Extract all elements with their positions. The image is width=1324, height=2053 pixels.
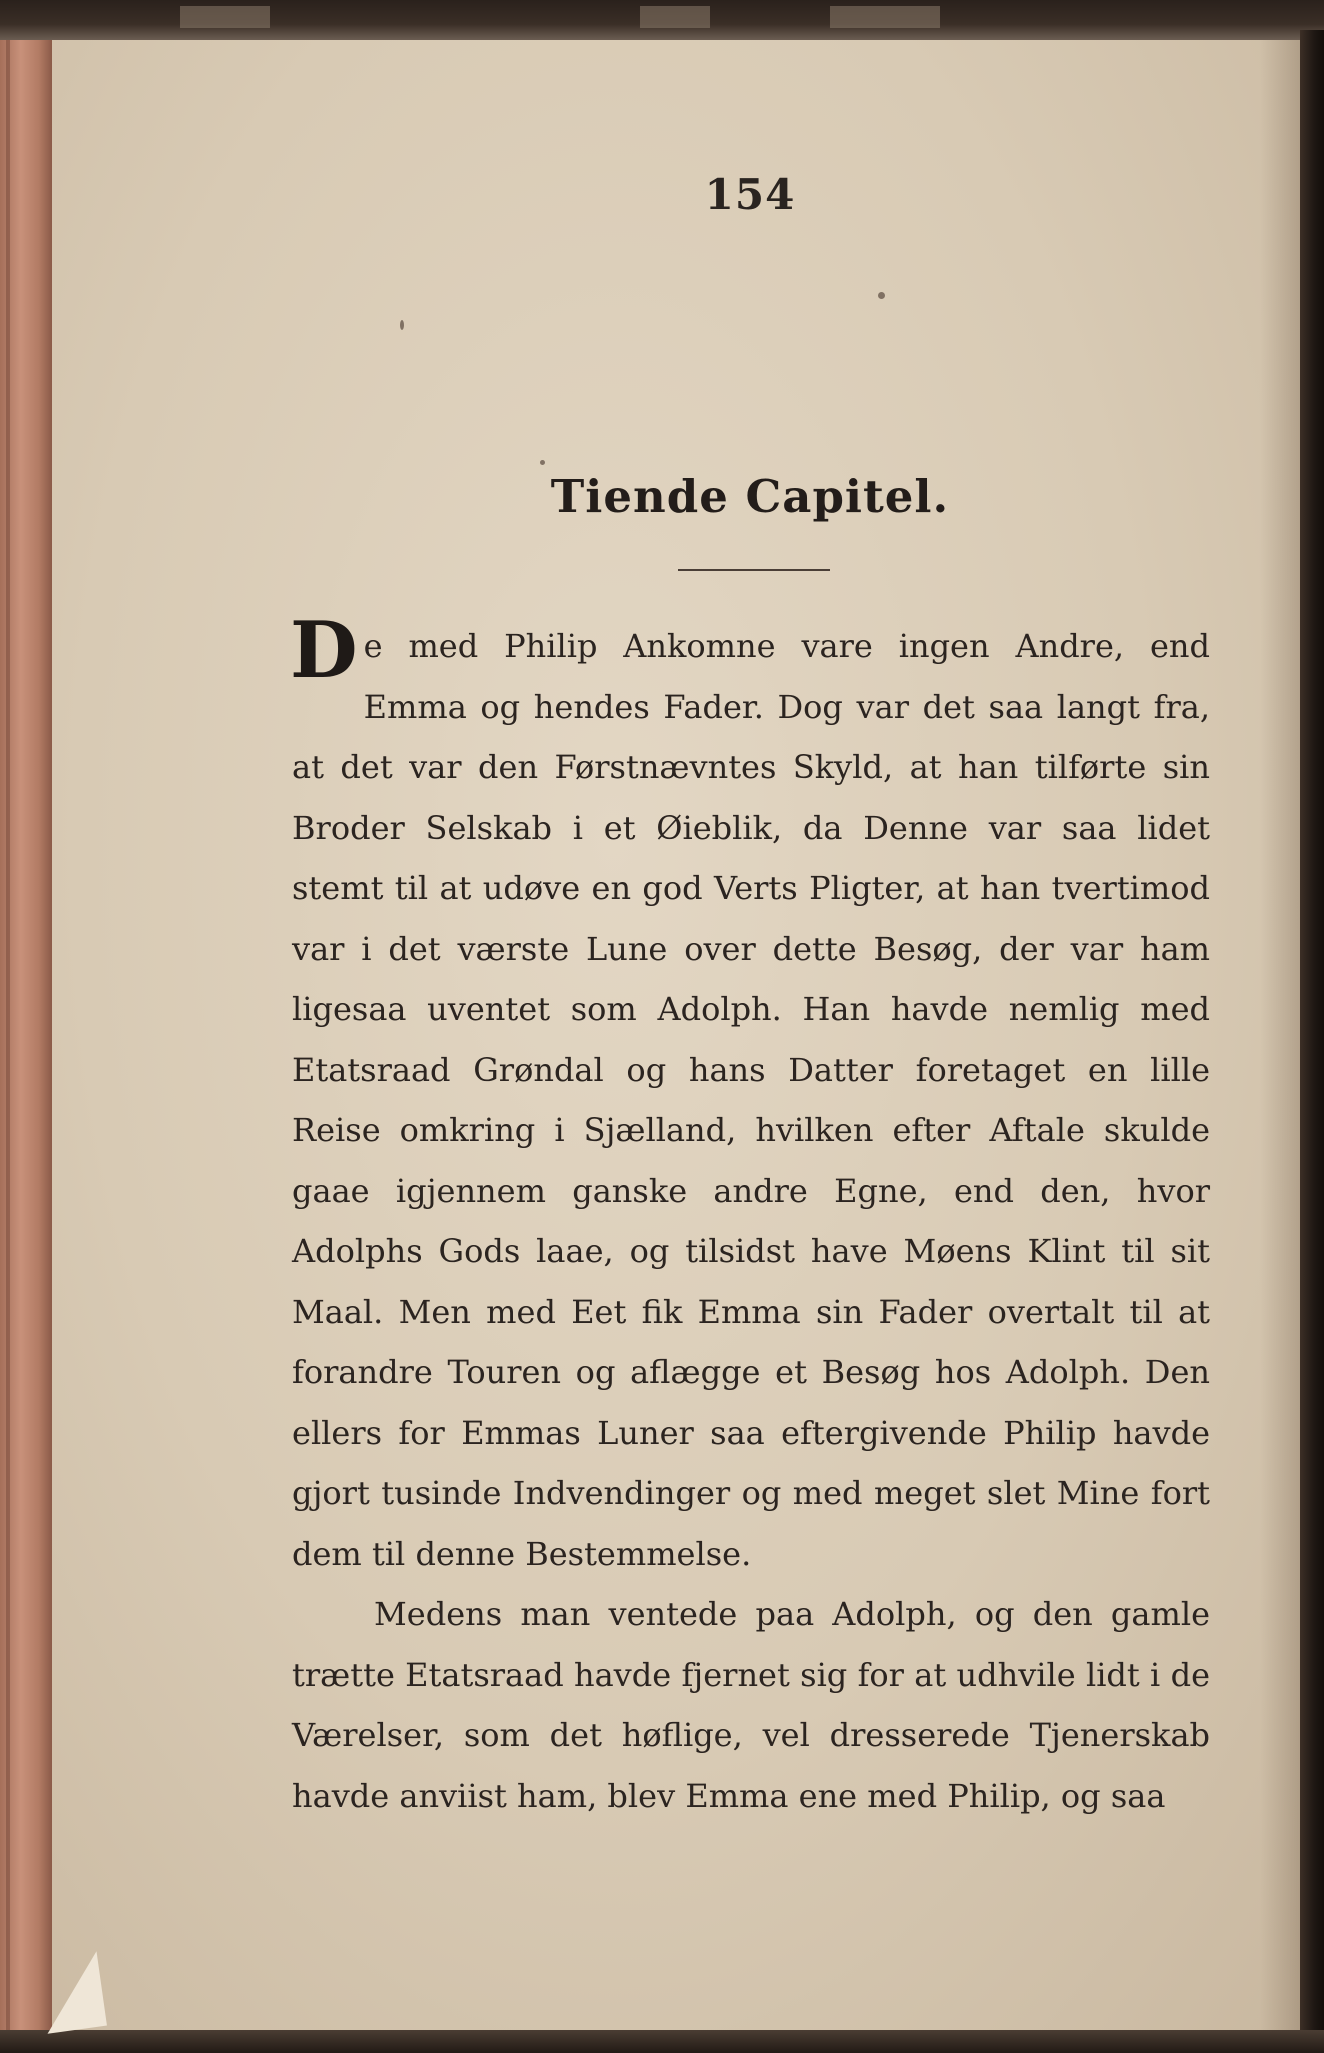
paper-speck	[400, 320, 404, 330]
page-number: 154	[704, 170, 796, 219]
paragraph-1-text: e med Philip Ankomne vare ingen Andre, end Emma og hendes Fader. Dog var det saa langt fra, at det var den Førstnævntes Skyld, at han tilførte sin Broder Selskab i et Øieblik, da Denne var saa lidet stemt til at udøve en god Verts Pligter, at han tvertimod var i det værste Lune over dette Besøg, der var ham ligesaa uventet som Adolph. Han havde nemlig med Etatsraad Grøndal og hans Datter foretaget en lille Reise omkring i Sjælland, hvilken efter Aftale skulde gaae igjennem ganske andre Egne, end den, hvor Adolphs Gods laae, og tilsidst have Møens Klint til sit Maal. Men med Eet fik Emma sin Fader overtalt til at forandre Touren og aflægge et Besøg hos Adolph. Den ellers for Emmas Luner saa eftergivende Philip havde gjort tusinde Indvendinger og med meget slet Mine fort dem til denne Bestemmelse.	[292, 627, 1210, 1573]
paper-speck	[540, 460, 545, 465]
book-right-edge	[1300, 30, 1324, 2053]
paragraph-1	[290, 605, 1210, 1584]
title-divider-rule	[678, 569, 830, 571]
chapter-title: Tiende Capitel.	[550, 470, 950, 523]
edge-wear	[830, 6, 940, 28]
book-top-edge	[0, 0, 1324, 40]
page-gutter-shade	[1260, 40, 1300, 2030]
paragraph-2: Medens man ventede paa Adolph, og den gamle trætte Etatsraad havde fjernet sig for at udhvile lidt i de Værelser, som det høflige, vel dresserede Tjenerskab havde anviist ham, blev Emma ene med Philip, og saa	[292, 1595, 1210, 1815]
drop-cap: D	[290, 605, 358, 696]
spine-stripe	[6, 40, 10, 2030]
body-text	[290, 605, 1210, 1826]
edge-wear	[640, 6, 710, 28]
paper-speck	[878, 292, 885, 299]
folded-page-corner	[37, 1951, 107, 2034]
edge-wear	[180, 6, 270, 28]
book-bottom-edge	[0, 2030, 1324, 2053]
